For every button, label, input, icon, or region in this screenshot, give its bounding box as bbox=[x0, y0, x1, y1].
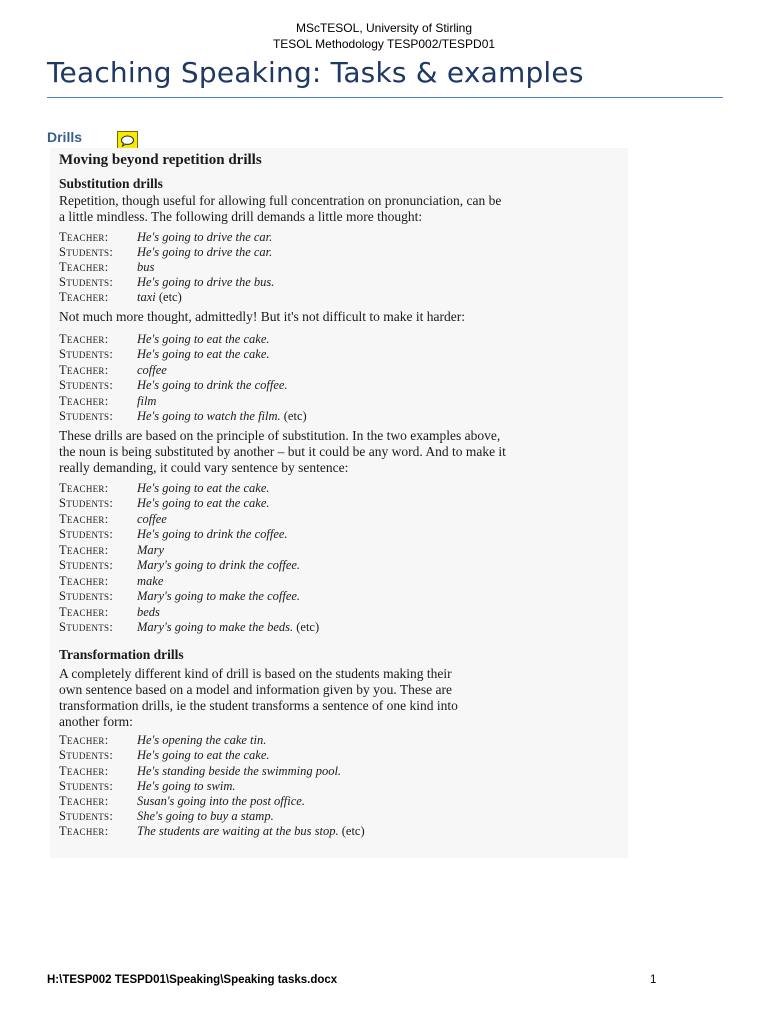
speaker: Students: bbox=[59, 589, 114, 603]
paragraph-line: These drills are based on the principle of substitution. In the two examples above, bbox=[59, 428, 501, 443]
etc-note: (etc) bbox=[341, 824, 365, 838]
speaker: Teacher: bbox=[59, 543, 109, 557]
drill-line bbox=[59, 809, 274, 824]
drill-line bbox=[59, 394, 156, 409]
drill-line bbox=[59, 290, 182, 305]
drill-line bbox=[59, 589, 300, 604]
speaker: Students: bbox=[59, 245, 114, 259]
footer-page-number: 1 bbox=[650, 974, 657, 986]
drill-line bbox=[59, 260, 154, 275]
drill-line bbox=[59, 363, 167, 378]
section-heading-drills: Drills bbox=[47, 129, 83, 145]
speaker: Teacher: bbox=[59, 332, 109, 346]
utterance: Mary bbox=[137, 543, 165, 557]
drill-line bbox=[59, 748, 270, 763]
speaker: Students: bbox=[59, 409, 114, 423]
utterance: He's going to drink the coffee. bbox=[137, 378, 288, 392]
paragraph-line: own sentence based on a model and information given by you. These are bbox=[59, 682, 453, 697]
paragraph-line: the noun is being substituted by another – but it could be any word. And to make it bbox=[59, 444, 506, 459]
speaker: Teacher: bbox=[59, 230, 109, 244]
scanned-excerpt bbox=[50, 148, 628, 858]
paragraph-line: transformation drills, ie the student transforms a sentence of one kind into bbox=[59, 698, 458, 713]
utterance: He's going to drink the coffee. bbox=[137, 527, 288, 541]
utterance: He's going to eat the cake. bbox=[137, 347, 270, 361]
header-course: TESOL Methodology TESP002/TESPD01 bbox=[272, 37, 496, 51]
utterance: He's going to drive the car. bbox=[137, 230, 273, 244]
utterance: He's going to eat the cake. bbox=[137, 332, 270, 346]
utterance: coffee bbox=[137, 363, 167, 377]
utterance: He's standing beside the swimming pool. bbox=[137, 764, 342, 778]
utterance: He's opening the cake tin. bbox=[137, 733, 267, 747]
drill-line bbox=[59, 481, 270, 496]
intro-paragraph bbox=[59, 193, 501, 225]
speaker: Teacher: bbox=[59, 605, 109, 619]
utterance: He's going to eat the cake. bbox=[137, 496, 270, 510]
transformation-paragraph bbox=[59, 666, 458, 730]
page-title: Teaching Speaking: Tasks & examples bbox=[47, 56, 584, 89]
utterance: He's going to eat the cake. bbox=[137, 481, 270, 495]
transformation-heading: Transformation drills bbox=[59, 647, 184, 662]
speaker: Teacher: bbox=[59, 794, 109, 808]
drill-line bbox=[59, 764, 341, 779]
paragraph-line: really demanding, it could vary sentence by sentence: bbox=[59, 460, 349, 475]
speaker: Students: bbox=[59, 496, 114, 510]
substitution-heading: Substitution drills bbox=[59, 176, 163, 191]
drill-line bbox=[59, 512, 167, 527]
utterance: film bbox=[137, 394, 157, 408]
speaker: Students: bbox=[59, 347, 114, 361]
utterance: He's going to swim. bbox=[137, 779, 236, 793]
speaker: Teacher: bbox=[59, 290, 109, 304]
utterance: He's going to watch the film. bbox=[137, 409, 281, 423]
utterance: She's going to buy a stamp. bbox=[137, 809, 274, 823]
speaker: Students: bbox=[59, 527, 114, 541]
speaker: Students: bbox=[59, 779, 114, 793]
speaker: Teacher: bbox=[59, 824, 109, 838]
speaker: Students: bbox=[59, 748, 114, 762]
speaker: Teacher: bbox=[59, 394, 109, 408]
drill-line bbox=[59, 620, 319, 635]
title-rule bbox=[47, 97, 723, 98]
speaker: Students: bbox=[59, 275, 114, 289]
speaker: Teacher: bbox=[59, 574, 109, 588]
drill-line bbox=[59, 347, 270, 362]
paragraph-line: a little mindless. The following drill demands a little more thought: bbox=[59, 209, 423, 224]
utterance: coffee bbox=[137, 512, 167, 526]
drill-line bbox=[59, 733, 266, 748]
paragraph-line: A completely different kind of drill is based on the students making their bbox=[59, 666, 452, 681]
drill-line bbox=[59, 605, 160, 620]
utterance: make bbox=[137, 574, 164, 588]
speaker: Students: bbox=[59, 558, 114, 572]
speaker: Teacher: bbox=[59, 764, 109, 778]
drill-line bbox=[59, 378, 288, 393]
utterance: Susan's going into the post office. bbox=[137, 794, 305, 808]
substitution-paragraph bbox=[59, 428, 506, 476]
drill-line bbox=[59, 275, 274, 290]
etc-note: (etc) bbox=[158, 290, 182, 304]
utterance: Mary's going to make the coffee. bbox=[137, 589, 301, 603]
drill-line bbox=[59, 409, 307, 424]
speaker: Students: bbox=[59, 620, 114, 634]
utterance: Mary's going to make the beds. bbox=[137, 620, 294, 634]
speaker: Teacher: bbox=[59, 363, 109, 377]
mid-paragraph: Not much more thought, admittedly! But it's not difficult to make it harder: bbox=[59, 309, 465, 324]
etc-note: (etc) bbox=[296, 620, 320, 634]
drill-line bbox=[59, 496, 270, 511]
speaker: Teacher: bbox=[59, 733, 109, 747]
drill-line bbox=[59, 824, 365, 839]
drill-line bbox=[59, 332, 270, 347]
utterance: He's going to eat the cake. bbox=[137, 748, 270, 762]
drill-line bbox=[59, 794, 305, 809]
utterance: Mary's going to drink the coffee. bbox=[137, 558, 301, 572]
speaker: Teacher: bbox=[59, 512, 109, 526]
utterance: He's going to drive the car. bbox=[137, 245, 273, 259]
etc-note: (etc) bbox=[283, 409, 307, 423]
paragraph-line: Repetition, though useful for allowing full concentration on pronunciation, can be bbox=[59, 193, 502, 208]
drill-line bbox=[59, 230, 272, 245]
speaker: Students: bbox=[59, 809, 114, 823]
drill-line bbox=[59, 558, 300, 573]
header-institution: MScTESOL, University of Stirling bbox=[295, 21, 473, 35]
paragraph-line: another form: bbox=[59, 714, 133, 729]
utterance: taxi bbox=[137, 290, 156, 304]
speaker: Students: bbox=[59, 378, 114, 392]
drill-line bbox=[59, 574, 163, 589]
excerpt-heading: Moving beyond repetition drills bbox=[59, 152, 262, 168]
drill-line bbox=[59, 543, 164, 558]
utterance: bus bbox=[137, 260, 155, 274]
utterance: He's going to drive the bus. bbox=[137, 275, 275, 289]
drill-line bbox=[59, 527, 288, 542]
drill-line bbox=[59, 245, 272, 260]
speaker: Teacher: bbox=[59, 260, 109, 274]
footer-file-path: H:\TESP002 TESPD01\Speaking\Speaking tasks.docx bbox=[47, 974, 338, 986]
speaker: Teacher: bbox=[59, 481, 109, 495]
drill-line bbox=[59, 779, 236, 794]
utterance: The students are waiting at the bus stop. bbox=[137, 824, 339, 838]
utterance: beds bbox=[137, 605, 160, 619]
